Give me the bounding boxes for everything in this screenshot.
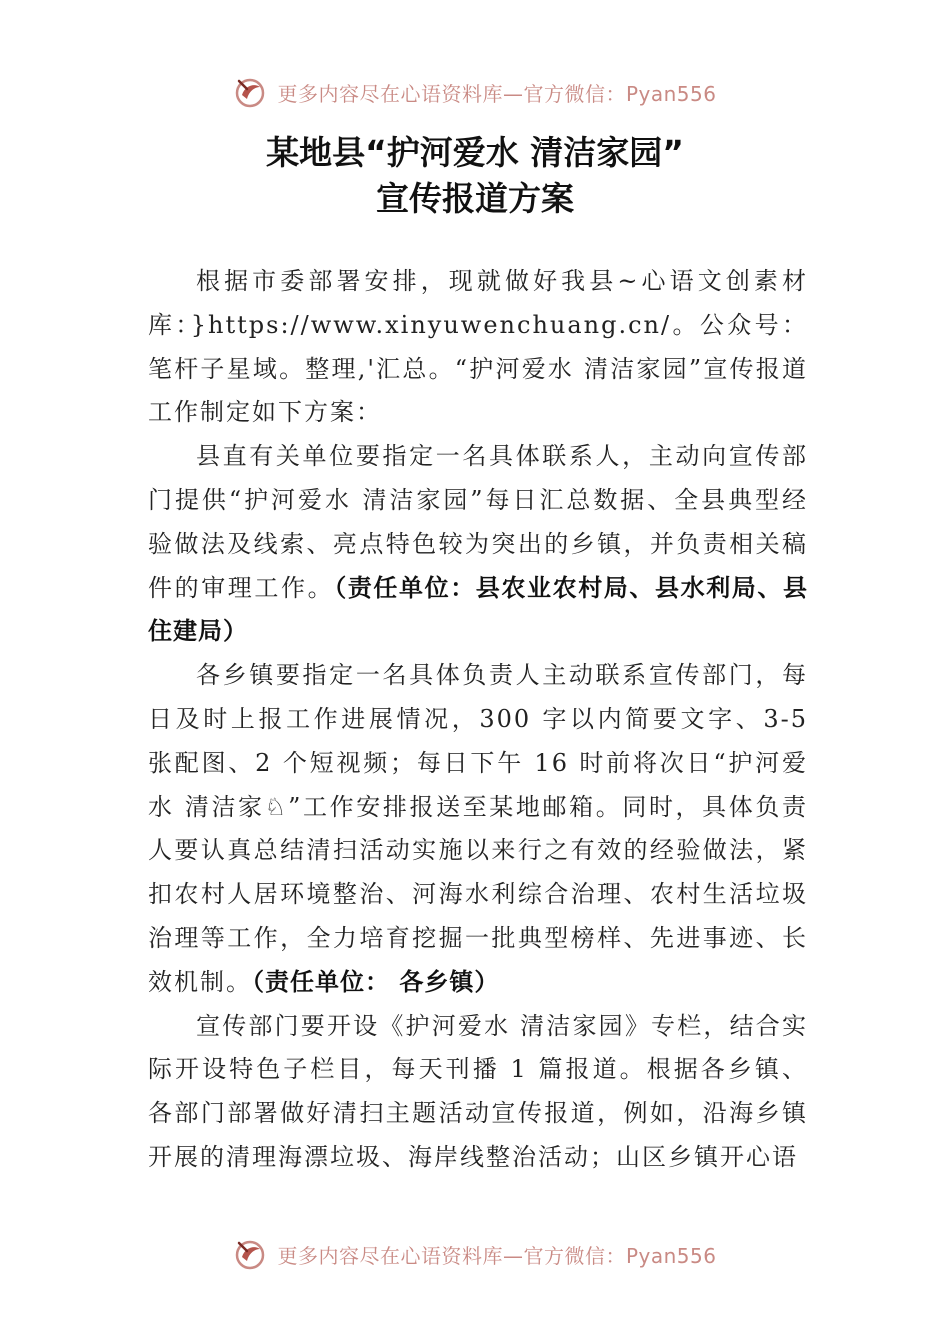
paragraph-text: 宣传部门要开设《护河爱水 清洁家园》专栏，结合实际开设特色子栏目，每天刊播 1 篇报道。根据各乡镇、各部门部署做好清扫主题活动宣传报道，例如，沿海乡镇开展的清理海漂垃圾、海岸线整治活动；山区乡镇开心语: [148, 1011, 808, 1171]
responsibility-note: （责任单位： 各乡镇）: [252, 967, 500, 996]
paragraph-2: [148, 435, 808, 654]
title-line-1: 某地县“护河爱水 清洁家园”: [266, 133, 684, 172]
responsibility-note: （责任单位：县农业农村局、县水利局、县住建局）: [148, 573, 809, 646]
paragraph-text: 各乡镇要指定一名具体负责人主动联系宣传部门，每日及时上报工作进展情况，300 字以内简要文字、3-5 张配图、2 个短视频；每日下午 16 时前将次日“护河爱水 清洁家♘”工作安排报送至某地邮箱。同时，具体负责人要认真总结清扫活动实施以来行之有效的经验做法，紧扣农村人居环境整治、河海水利综合治理、农村生活垃圾治理等工作，全力培育挖掘一批典型榜样、先进事迹、长效机制。: [148, 661, 808, 996]
header-watermark: [0, 70, 950, 114]
paragraph-1: [148, 260, 808, 435]
document-body: [148, 260, 808, 1180]
paragraph-3: [148, 654, 808, 1004]
title-line-2: 宣传报道方案: [376, 179, 574, 218]
document-title: [0, 130, 950, 222]
paragraph-text: 县直有关单位要指定一名具体联系人，主动向宣传部门提供“护河爱水 清洁家园”每日汇总数据、全县典型经验做法及线索、亮点特色较为突出的乡镇，并负责相关稿件的审理工作。: [148, 442, 808, 602]
footer-watermark: [0, 1232, 950, 1276]
watermark-text: 更多内容尽在心语资料库—官方微信：Pyan556: [277, 1243, 717, 1268]
logo-icon: [233, 1237, 267, 1271]
paragraph-4: [148, 1005, 808, 1180]
logo-icon: [233, 75, 267, 109]
paragraph-text: 根据市委部署安排，现就做好我县~心语文创素材库：}https://www.xinyuwenchuang.cn/。公众号：笔杆子星域。整理,'汇总。“护河爱水 清洁家园”宣传报道工作制定如下方案：: [148, 267, 808, 427]
watermark-text: 更多内容尽在心语资料库—官方微信：Pyan556: [277, 81, 717, 106]
